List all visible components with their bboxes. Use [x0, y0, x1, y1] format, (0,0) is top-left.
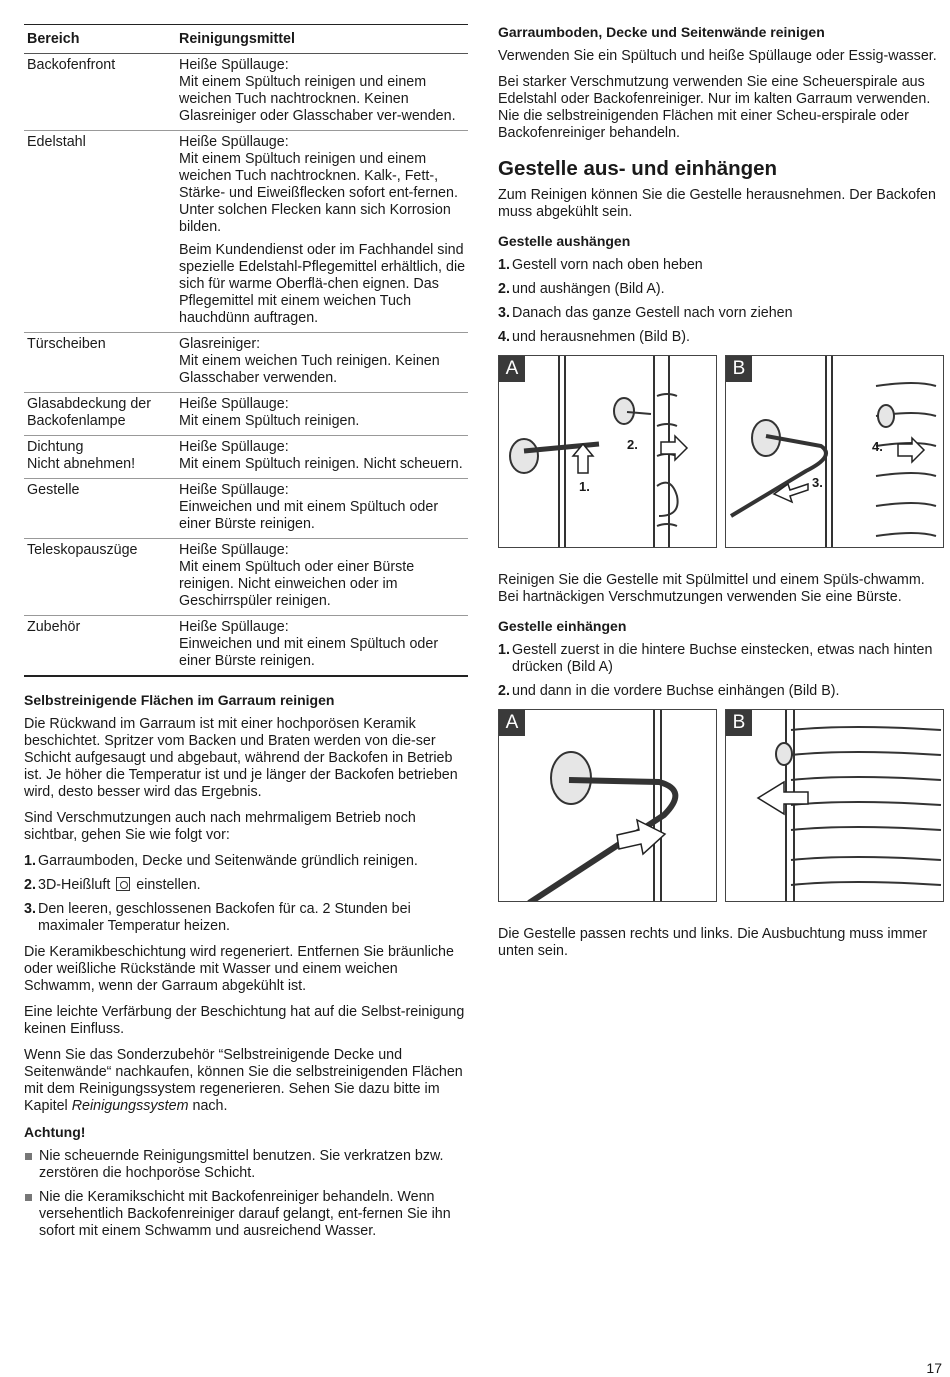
table-row: [24, 616, 468, 677]
table-cell-agent: [176, 333, 468, 393]
step-marker-2: 2.: [627, 437, 638, 452]
step-text: Gestell vorn nach oben heben: [512, 257, 703, 273]
table-cell-area: Edelstahl: [24, 131, 176, 333]
table-row: [24, 539, 468, 616]
step-text-a: 3D-Heißluft: [38, 877, 111, 893]
table-cell-area: Zubehör: [24, 616, 176, 677]
step-number: 4.: [498, 329, 510, 345]
selfclean-p4: Eine leichte Verfärbung der Beschichtung hat auf die Selbst-reinigung keinen Einfluss.: [24, 1004, 465, 1037]
table-cell-text: Heiße Spüllauge: Einweichen und mit einem Spültuch oder einer Bürste reinigen.: [179, 619, 439, 669]
step-number: 2.: [24, 877, 36, 893]
table-cell-agent: [176, 479, 468, 539]
step-marker-4: 4.: [872, 439, 883, 454]
step-marker-1: 1.: [579, 479, 590, 494]
step-text: und dann in die vordere Buchse einhängen (Bild B).: [512, 683, 840, 699]
table-body: [24, 54, 468, 677]
table-row: [24, 393, 468, 436]
warning-title: Achtung!: [24, 1124, 86, 1140]
figure-remove-a: [498, 355, 717, 548]
table-cell-text: Beim Kundendienst oder im Fachhandel sind spezielle Edelstahl-Pflegemittel erhältlich, die sich für warme Oberflä-chen eignen. Das Pflegemittel mit einem weichen Tuch hauchdünn auftragen.: [179, 242, 466, 326]
floor-heading: Garraumboden, Decke und Seitenwände reinigen: [498, 24, 825, 40]
step-text: und aushängen (Bild A).: [512, 281, 665, 297]
step-number: 2.: [498, 683, 510, 699]
floor-p1: Verwenden Sie ein Spültuch und heiße Spüllauge oder Essig-wasser.: [498, 48, 937, 64]
table-cell-text: Glasreiniger: Mit einem weichen Tuch reinigen. Keinen Glasschaber verwenden.: [179, 336, 440, 386]
left-column: [24, 24, 468, 1247]
rack-clean-text: Reinigen Sie die Gestelle mit Spülmittel und einem Spüls-chwamm. Bei hartnäckigen Verschmutzungen verwenden Sie eine Bürste.: [498, 572, 925, 605]
step-marker-3: 3.: [812, 475, 823, 490]
bullet-square-icon: [25, 1153, 32, 1160]
table-row: [24, 436, 468, 479]
step-text: Garraumboden, Decke und Seitenwände gründlich reinigen.: [38, 853, 418, 869]
figure-remove-b: [725, 355, 944, 548]
list-item: [24, 877, 468, 894]
list-item: [24, 1148, 468, 1182]
table-cell-agent: [176, 436, 468, 479]
racks-intro: Zum Reinigen können Sie die Gestelle herausnehmen. Der Backofen muss abgekühlt sein.: [498, 187, 936, 220]
figure-label: B: [726, 356, 752, 382]
warning-text: Nie die Keramikschicht mit Backofenreiniger behandeln. Wenn versehentlich Backofenreiniger darauf gelangt, ent-fernen Sie ihn sofort mit einem Schwamm und ausreichend Wasser.: [39, 1189, 451, 1239]
table-cell-text: Heiße Spüllauge: Mit einem Spültuch reinigen und einem weichen Tuch nachtrocknen. Kalk-, Fett-, Stärke- und Eiweißflecken sofort ent-fernen. Unter solchen Flecken kann sich Korrosion bilden.: [179, 134, 458, 235]
figure-insert-b: [725, 709, 944, 902]
list-item: [498, 329, 944, 346]
figure-insert-a: [498, 709, 717, 902]
page-number: 17: [926, 1360, 942, 1376]
step-text: [38, 877, 201, 894]
table-cell-area: Backofenfront: [24, 54, 176, 131]
selfclean-p1: Die Rückwand im Garraum ist mit einer hochporösen Keramik beschichtet. Spritzer vom Backen und Braten werden von die-ser Schicht aufgesaugt und abgebaut, während der Backofen in Betrieb ist. Je höher die Temperatur ist und je länger der Backofen betrieben wird, desto besser wird das Ergebnis.: [24, 716, 458, 800]
floor-p2: Bei starker Verschmutzung verwenden Sie eine Scheuerspirale aus Edelstahl oder Backofenreiniger. Nur im kalten Garraum verwenden. Nie die selbstreinigenden Flächen mit einer Scheu-erspirale oder Backofenreiniger behandeln.: [498, 74, 931, 141]
step-text-b: einstellen.: [136, 877, 201, 893]
selfclean-p3: Die Keramikbeschichtung wird regeneriert. Entfernen Sie bräunliche oder weißliche Rückstände mit Wasser und einem weichen Schwamm, wenn der Garraum abgekühlt ist.: [24, 944, 454, 994]
warning-list: [24, 1148, 468, 1240]
remove-heading: Gestelle aushängen: [498, 233, 631, 249]
chapter-reference: Reinigungssystem: [71, 1098, 189, 1114]
bullet-square-icon: [25, 1194, 32, 1201]
step-number: 2.: [498, 281, 510, 297]
step-text: Danach das ganze Gestell nach vorn ziehen: [512, 305, 793, 321]
table-cell-area: Türscheiben: [24, 333, 176, 393]
table-cell-agent: [176, 131, 468, 333]
list-item: [24, 853, 468, 870]
rack-removal-a-illustration: [499, 356, 717, 548]
header-agent: Reinigungsmittel: [176, 25, 468, 54]
list-item: [498, 305, 944, 322]
selfclean-p5-b: nach.: [192, 1098, 228, 1114]
list-item: [498, 257, 944, 274]
figure-label: A: [499, 356, 525, 382]
insert-heading: Gestelle einhängen: [498, 618, 627, 634]
list-item: [498, 281, 944, 298]
selfclean-p5-a: Wenn Sie das Sonderzubehör “Selbstreinigende Decke und Seitenwände“ nachkaufen, können Sie die selbstreinigenden Flächen mit dem Reinigungssystem regenerieren. Sehen Sie dazu bitte im Kapitel: [24, 1047, 463, 1114]
list-item: [24, 1189, 468, 1240]
table-cell-area: Gestelle: [24, 479, 176, 539]
warning-text: Nie scheuernde Reinigungsmittel benutzen. Sie verkratzen bzw. zerstören die hochporöse Schicht.: [39, 1148, 444, 1181]
list-item: [498, 642, 944, 676]
remove-figures: [498, 355, 944, 548]
table-cell-area: Teleskopauszüge: [24, 539, 176, 616]
table-row: [24, 131, 468, 333]
racks-title: Gestelle aus- und einhängen: [498, 157, 778, 180]
rack-note: Die Gestelle passen rechts und links. Die Ausbuchtung muss immer unten sein.: [498, 926, 928, 959]
selfclean-steps: [24, 853, 468, 935]
table-row: [24, 333, 468, 393]
table-cell-agent: [176, 616, 468, 677]
rack-insert-a-illustration: [499, 710, 717, 902]
table-cell-agent: [176, 54, 468, 131]
right-column: [498, 24, 944, 969]
step-number: 3.: [24, 901, 36, 917]
header-area: Bereich: [24, 25, 176, 54]
selfclean-heading: Selbstreinigende Flächen im Garraum reinigen: [24, 692, 335, 708]
step-text: Gestell zuerst in die hintere Buchse einstecken, etwas nach hinten drücken (Bild A): [512, 642, 933, 675]
table-cell-agent: [176, 393, 468, 436]
table-row: [24, 479, 468, 539]
step-number: 1.: [24, 853, 36, 869]
3d-hot-air-icon: [116, 877, 130, 891]
table-cell-text: Heiße Spüllauge: Mit einem Spültuch reinigen.: [179, 396, 360, 429]
figure-label: A: [499, 710, 525, 736]
step-number: 1.: [498, 642, 510, 658]
step-text: Den leeren, geschlossenen Backofen für ca. 2 Stunden bei maximaler Temperatur heizen.: [38, 901, 411, 934]
table-header-row: [24, 25, 468, 54]
insert-steps: [498, 642, 944, 700]
cleaning-table: [24, 24, 468, 677]
remove-steps: [498, 257, 944, 346]
insert-figures: [498, 709, 944, 902]
table-cell-text: Heiße Spüllauge: Mit einem Spültuch reinigen. Nicht scheuern.: [179, 439, 463, 472]
table-cell-text: Heiße Spüllauge: Mit einem Spültuch reinigen und einem weichen Tuch nachtrocknen. Keinen Glasreiniger oder Glasschaber ver-wenden.: [179, 57, 456, 124]
step-number: 3.: [498, 305, 510, 321]
rack-removal-b-illustration: [726, 356, 944, 548]
list-item: [24, 901, 468, 935]
step-text: und herausnehmen (Bild B).: [512, 329, 691, 345]
table-cell-text: Heiße Spüllauge: Mit einem Spültuch oder einer Bürste reinigen. Nicht einweichen oder im Geschirrspüler reinigen.: [179, 542, 415, 609]
table-cell-area: Glasabdeckung der Backofenlampe: [24, 393, 176, 436]
table-row: [24, 54, 468, 131]
step-number: 1.: [498, 257, 510, 273]
table-cell-text: Heiße Spüllauge: Einweichen und mit einem Spültuch oder einer Bürste reinigen.: [179, 482, 439, 532]
table-cell-area: Dichtung Nicht abnehmen!: [24, 436, 176, 479]
selfclean-p2: Sind Verschmutzungen auch nach mehrmaligem Betrieb noch sichtbar, gehen Sie wie folgt vor:: [24, 810, 416, 843]
figure-label: B: [726, 710, 752, 736]
list-item: [498, 683, 944, 700]
table-cell-agent: [176, 539, 468, 616]
selfclean-p5: [24, 1047, 468, 1115]
rack-insert-b-illustration: [726, 710, 944, 902]
